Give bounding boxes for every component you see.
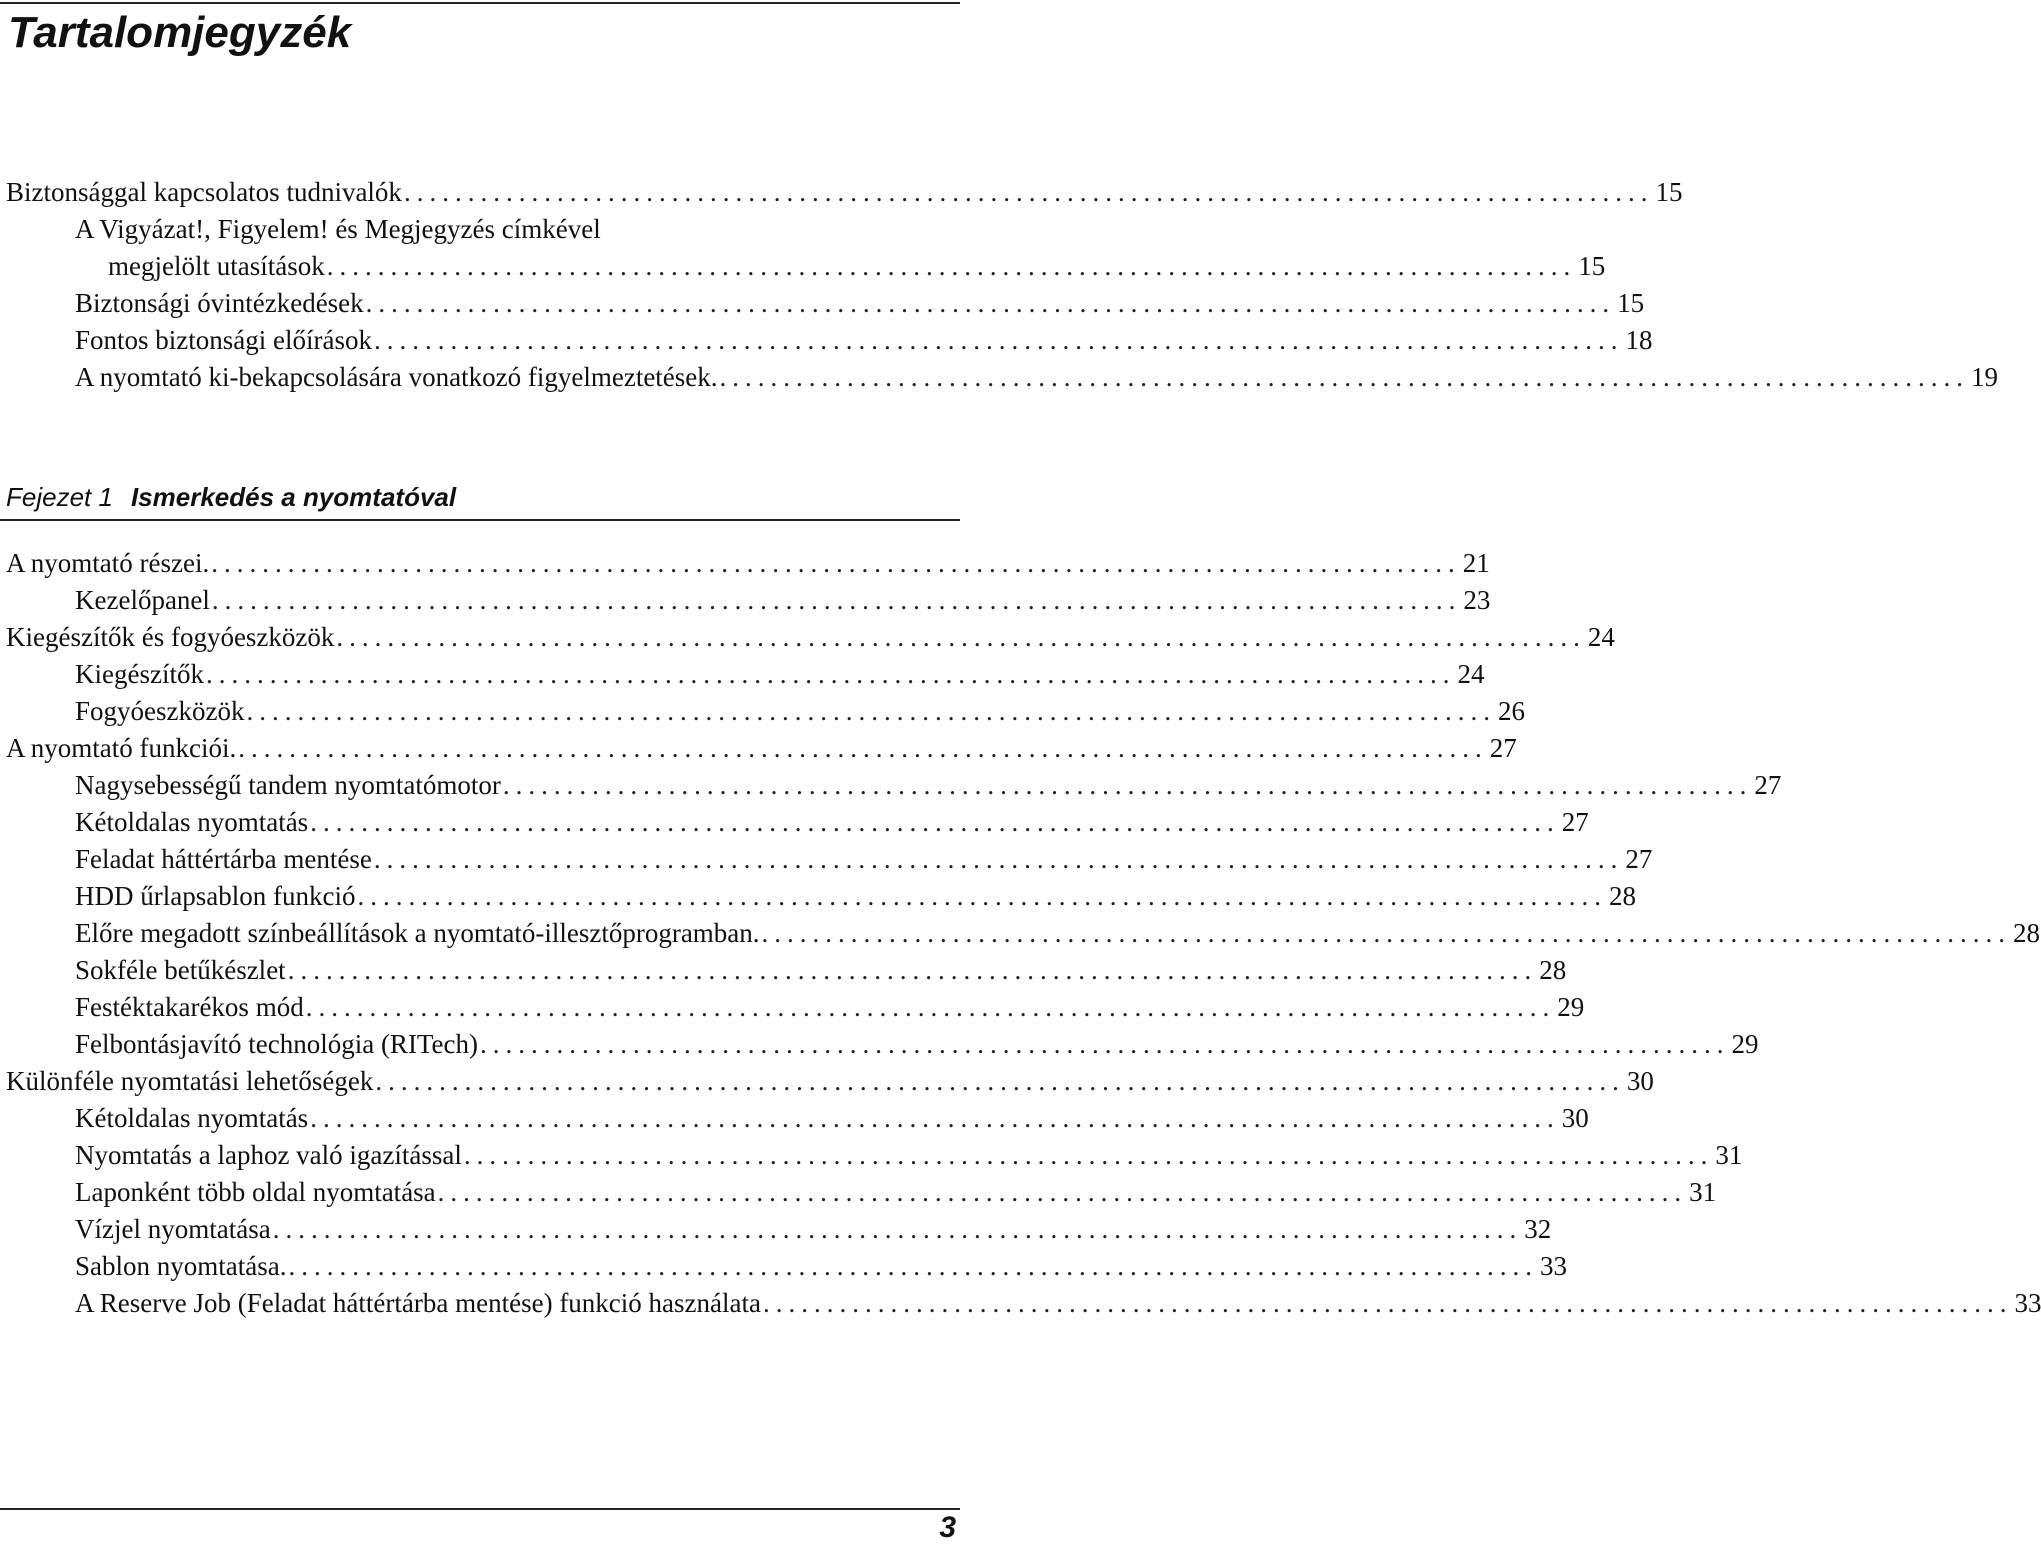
toc-entry-label: A Reserve Job (Feladat háttértárba mentése) funkció használata	[75, 1288, 761, 1318]
toc-entry[interactable]	[0, 768, 1782, 802]
toc-entry[interactable]	[0, 360, 1999, 394]
toc-entry[interactable]	[0, 249, 1606, 283]
toc-page-number: 32	[1524, 1214, 1552, 1244]
page-number: 3	[939, 1511, 956, 1544]
toc-entry-label: Feladat háttértárba mentése	[75, 844, 372, 874]
dot-leader: ..................................................................................................	[238, 733, 1488, 763]
toc-entry-label: Felbontásjavító technológia (RITech)	[75, 1029, 478, 1059]
toc-entry-label: Vízjel nyomtatása	[75, 1214, 271, 1244]
dot-leader: ..................................................................................................	[246, 696, 1496, 726]
dot-leader: ..................................................................................................	[326, 251, 1577, 281]
toc-entry[interactable]	[0, 1249, 1567, 1283]
toc-page-number: 24	[1457, 659, 1485, 689]
toc-entry-label: Kétoldalas nyomtatás	[75, 1103, 309, 1133]
toc-entry[interactable]	[0, 1138, 1743, 1172]
toc-page-number: 33	[1539, 1251, 1567, 1281]
toc-page-number: 23	[1463, 585, 1491, 615]
toc-entry-label: A nyomtató részei.	[6, 548, 210, 578]
toc-page-number: 33	[2014, 1288, 2041, 1318]
toc-page-number: 30	[1561, 1103, 1589, 1133]
dot-leader: ..................................................................................................	[310, 1103, 1560, 1133]
toc-page-number: 26	[1497, 696, 1525, 726]
dot-leader: ..................................................................................................	[375, 1066, 1625, 1096]
toc-page-number: 27	[1625, 844, 1653, 874]
dot-leader: ..................................................................................................	[357, 881, 1607, 911]
toc-page-number: 29	[1557, 992, 1585, 1022]
toc-entry[interactable]	[0, 842, 1653, 876]
toc-entry[interactable]	[0, 731, 1517, 765]
dot-leader: ..................................................................................................	[480, 1029, 1730, 1059]
toc-entry[interactable]	[0, 1175, 1717, 1209]
toc-entry-label: Előre megadott színbeállítások a nyomtató-illesztőprogramban.	[75, 918, 760, 948]
toc-page-number: 28	[2013, 918, 2041, 948]
toc-entry-label: Kiegészítők és fogyóeszközök	[6, 622, 335, 652]
dot-leader: ..................................................................................................	[305, 992, 1556, 1022]
toc-entry-label: Festéktakarékos mód	[75, 992, 304, 1022]
toc-page-number: 15	[1655, 177, 1683, 207]
toc-page-number: 19	[1971, 362, 1999, 392]
toc-entry[interactable]	[0, 916, 2041, 950]
toc-page-number: 29	[1731, 1029, 1759, 1059]
toc-entry[interactable]	[0, 879, 1636, 913]
toc-entry[interactable]	[0, 805, 1589, 839]
toc-entry[interactable]	[0, 1286, 2041, 1320]
toc-entry[interactable]	[0, 1064, 1654, 1098]
top-rule	[0, 2, 960, 4]
toc-entry-label: A nyomtató ki-bekapcsolására vonatkozó figyelmeztetések.	[75, 362, 718, 392]
chapter-heading	[6, 480, 456, 514]
toc-page-number: 24	[1587, 622, 1615, 652]
page-title: Tartalomjegyzék	[8, 8, 352, 57]
toc-entry[interactable]	[0, 175, 1683, 209]
toc-entry-label: HDD űrlapsablon funkció	[75, 881, 356, 911]
toc-entry[interactable]	[0, 990, 1585, 1024]
toc-entry[interactable]	[0, 657, 1485, 691]
dot-leader: ..................................................................................................	[502, 770, 1753, 800]
toc-entry-label: A nyomtató funkciói.	[6, 733, 237, 763]
toc-entry-label: Kétoldalas nyomtatás	[75, 807, 309, 837]
toc-entry-label: Laponként több oldal nyomtatása	[75, 1177, 436, 1207]
dot-leader: ..................................................................................................	[719, 362, 1970, 392]
toc-entry-label: Sablon nyomtatása.	[75, 1251, 287, 1281]
toc-page-number: 15	[1578, 251, 1606, 281]
toc-page-number: 27	[1489, 733, 1517, 763]
dot-leader: ..................................................................................................	[211, 585, 1462, 615]
toc-entry[interactable]	[0, 323, 1653, 357]
dot-leader: ..................................................................................................	[761, 918, 2012, 948]
dot-leader: ..................................................................................................	[336, 622, 1586, 652]
toc-page-number: 27	[1754, 770, 1782, 800]
toc-entry[interactable]	[0, 546, 1490, 580]
toc-entry-label: Biztonsággal kapcsolatos tudnivalók	[6, 177, 402, 207]
dot-leader: ..................................................................................................	[373, 325, 1624, 355]
toc-page-number: 27	[1561, 807, 1589, 837]
toc-entry[interactable]	[0, 1212, 1552, 1246]
toc-page-number: 31	[1689, 1177, 1717, 1207]
dot-leader: ..................................................................................................	[403, 177, 1654, 207]
toc-entry-label: Különféle nyomtatási lehetőségek	[6, 1066, 374, 1096]
toc-entry-label: Biztonsági óvintézkedések	[75, 288, 364, 318]
toc-entry[interactable]	[0, 1027, 1759, 1061]
toc-entry-label: Kiegészítők	[75, 659, 204, 689]
chapter-rule	[0, 519, 960, 521]
toc-entry[interactable]	[0, 1101, 1589, 1135]
dot-leader: ..................................................................................................	[762, 1288, 2013, 1318]
toc-entry-label: Nagysebességű tandem nyomtatómotor	[75, 770, 501, 800]
toc-page-number: 28	[1539, 955, 1567, 985]
dot-leader: ..................................................................................................	[205, 659, 1456, 689]
toc-entry-label: megjelölt utasítások	[108, 251, 325, 281]
toc-entry-label: A Vigyázat!, Figyelem! és Megjegyzés címkével	[75, 214, 601, 244]
toc-entry-label: Fogyóeszközök	[75, 696, 245, 726]
toc-entry[interactable]	[0, 286, 1645, 320]
footer-rule	[0, 1508, 960, 1510]
toc-entry-label: Nyomtatás a laphoz való igazítással	[75, 1140, 462, 1170]
chapter-title: Ismerkedés a nyomtatóval	[130, 482, 457, 512]
toc-entry-label: Fontos biztonsági előírások	[75, 325, 372, 355]
toc-page-number: 15	[1617, 288, 1645, 318]
toc-page-number: 30	[1626, 1066, 1654, 1096]
dot-leader: ..................................................................................................	[437, 1177, 1688, 1207]
dot-leader: ..................................................................................................	[272, 1214, 1523, 1244]
dot-leader: ..................................................................................................	[310, 807, 1560, 837]
toc-page-number: 28	[1608, 881, 1636, 911]
dot-leader: ..................................................................................................	[211, 548, 1461, 578]
dot-leader: ..................................................................................................	[365, 288, 1616, 318]
chapter-number: Fejezet 1	[6, 482, 113, 512]
toc-page-number: 31	[1715, 1140, 1743, 1170]
toc-entry[interactable]	[0, 953, 1567, 987]
toc-entry[interactable]	[0, 694, 1525, 728]
toc-entry[interactable]	[0, 583, 1491, 617]
toc-page-number: 18	[1625, 325, 1653, 355]
toc-entry[interactable]	[0, 620, 1615, 654]
dot-leader: ..................................................................................................	[373, 844, 1624, 874]
dot-leader: ..................................................................................................	[463, 1140, 1714, 1170]
dot-leader: ..................................................................................................	[287, 955, 1538, 985]
toc-entry-label: Kezelőpanel	[75, 585, 210, 615]
toc-page-number: 21	[1462, 548, 1490, 578]
toc-entry-label: Sokféle betűkészlet	[75, 955, 286, 985]
dot-leader: ..................................................................................................	[288, 1251, 1538, 1281]
